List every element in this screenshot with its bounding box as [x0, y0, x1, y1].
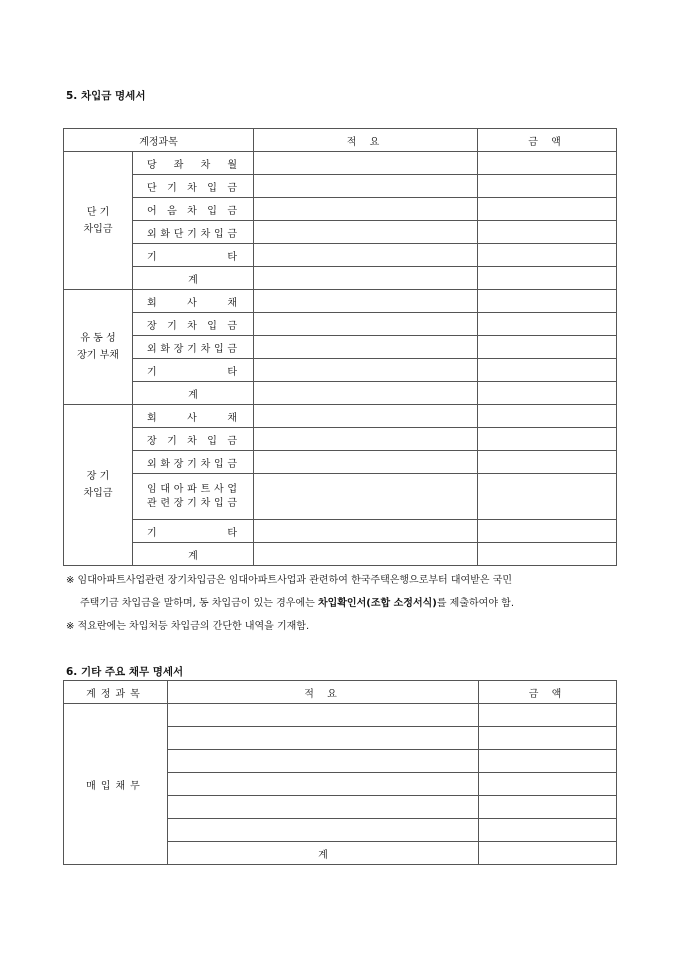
description-cell[interactable] [254, 359, 478, 382]
item-label: 당 좌 차 월 [147, 159, 238, 171]
table-row [64, 175, 617, 198]
header-amount: 금 액 [479, 681, 617, 704]
item-label: 외 화 장 기 차 입 금 [147, 343, 238, 355]
table-row [64, 474, 617, 520]
amount-cell[interactable] [478, 451, 617, 474]
item-label: 외 화 단 기 차 입 금 [147, 228, 238, 240]
group-label-long-term: 장 기 차입금 [64, 405, 133, 566]
amount-cell[interactable] [478, 221, 617, 244]
description-cell[interactable] [254, 221, 478, 244]
table-row-total [64, 267, 617, 290]
description-cell[interactable] [254, 336, 478, 359]
description-cell[interactable] [254, 520, 478, 543]
table-row [64, 152, 617, 175]
group-label-payables: 매입채무 [64, 704, 168, 865]
description-cell[interactable] [168, 750, 479, 773]
amount-cell[interactable] [478, 175, 617, 198]
amount-cell[interactable] [478, 290, 617, 313]
total-label: 계 [168, 842, 479, 865]
table-row [64, 704, 617, 727]
description-cell[interactable] [168, 819, 479, 842]
amount-cell[interactable] [478, 382, 617, 405]
description-cell[interactable] [254, 382, 478, 405]
note-2: ※ 적요란에는 차입처등 차입금의 간단한 내역을 기재함. [66, 621, 310, 632]
note-1-bold: 차입확인서(조합 소정서식) [317, 598, 437, 609]
item-label: 기 타 [147, 527, 238, 539]
item-label: 기 타 [147, 251, 238, 263]
amount-cell[interactable] [478, 198, 617, 221]
table-row [64, 198, 617, 221]
group-label-current-long-term: 유 동 성 장기 부채 [64, 290, 133, 405]
total-label: 계 [133, 543, 254, 566]
header-description: 적 요 [168, 681, 479, 704]
table-header-row [64, 129, 617, 152]
item-label: 회 사 채 [147, 412, 238, 424]
table-row [64, 336, 617, 359]
table-row-total [64, 543, 617, 566]
header-account: 계정과목 [64, 129, 254, 152]
item-label: 단 기 차 입 금 [147, 182, 237, 194]
amount-cell[interactable] [478, 152, 617, 175]
item-label: 회 사 채 [147, 297, 238, 309]
borrowings-table [63, 128, 617, 566]
header-account: 계정과목 [64, 681, 168, 704]
group-label-short-term: 단 기 차입금 [64, 152, 133, 290]
description-cell[interactable] [254, 152, 478, 175]
description-cell[interactable] [254, 474, 478, 520]
description-cell[interactable] [168, 727, 479, 750]
header-description: 적 요 [254, 129, 478, 152]
note-1-line1: ※ 임대아파트사업관련 장기차입금은 임대아파트사업과 관련하여 한국주택은행으로부터 대여받은 국민 [66, 575, 513, 586]
table-row [64, 451, 617, 474]
item-label: 어 음 차 입 금 [147, 205, 237, 217]
description-cell[interactable] [254, 313, 478, 336]
amount-cell[interactable] [478, 359, 617, 382]
table-header-row [64, 681, 617, 704]
amount-cell[interactable] [478, 267, 617, 290]
amount-cell[interactable] [478, 313, 617, 336]
amount-cell[interactable] [479, 727, 617, 750]
table-row [64, 359, 617, 382]
description-cell[interactable] [254, 543, 478, 566]
total-label: 계 [133, 382, 254, 405]
item-label: 장 기 차 입 금 [147, 320, 237, 332]
amount-cell[interactable] [478, 336, 617, 359]
amount-cell[interactable] [479, 704, 617, 727]
table-row [64, 405, 617, 428]
note-1-line2: 주택기금 차입금을 말하며, 동 차입금이 있는 경우에는 차입확인서(조합 소정서식)를 제출하여야 함. [80, 598, 514, 609]
other-debts-table [63, 680, 617, 865]
item-label: 기 타 [147, 366, 238, 378]
amount-cell[interactable] [478, 474, 617, 520]
item-label: 외 화 장 기 차 입 금 [147, 458, 238, 470]
section6-title: 6. 기타 주요 채무 명세서 [66, 666, 184, 678]
amount-cell[interactable] [479, 750, 617, 773]
description-cell[interactable] [254, 198, 478, 221]
description-cell[interactable] [168, 704, 479, 727]
description-cell[interactable] [254, 405, 478, 428]
table-row [64, 428, 617, 451]
amount-cell[interactable] [478, 520, 617, 543]
table-row [64, 520, 617, 543]
description-cell[interactable] [168, 773, 479, 796]
table-row [64, 221, 617, 244]
item-label: 장 기 차 입 금 [147, 435, 237, 447]
item-label: 임 대 아 파 트 사 업 [147, 483, 238, 495]
amount-cell[interactable] [479, 773, 617, 796]
description-cell[interactable] [254, 451, 478, 474]
table-row [64, 313, 617, 336]
description-cell[interactable] [254, 244, 478, 267]
description-cell[interactable] [254, 428, 478, 451]
description-cell[interactable] [254, 290, 478, 313]
description-cell[interactable] [168, 796, 479, 819]
amount-cell[interactable] [479, 842, 617, 865]
amount-cell[interactable] [479, 796, 617, 819]
total-label: 계 [133, 267, 254, 290]
description-cell[interactable] [254, 267, 478, 290]
amount-cell[interactable] [478, 543, 617, 566]
amount-cell[interactable] [478, 428, 617, 451]
section5-title: 5. 차입금 명세서 [66, 90, 146, 102]
description-cell[interactable] [254, 175, 478, 198]
table-row [64, 290, 617, 313]
table-row-total [64, 382, 617, 405]
table-row [64, 244, 617, 267]
amount-cell[interactable] [479, 819, 617, 842]
header-amount: 금 액 [478, 129, 617, 152]
amount-cell[interactable] [478, 405, 617, 428]
amount-cell[interactable] [478, 244, 617, 267]
item-label-line2: 관 련 장 기 차 입 금 [147, 497, 238, 509]
